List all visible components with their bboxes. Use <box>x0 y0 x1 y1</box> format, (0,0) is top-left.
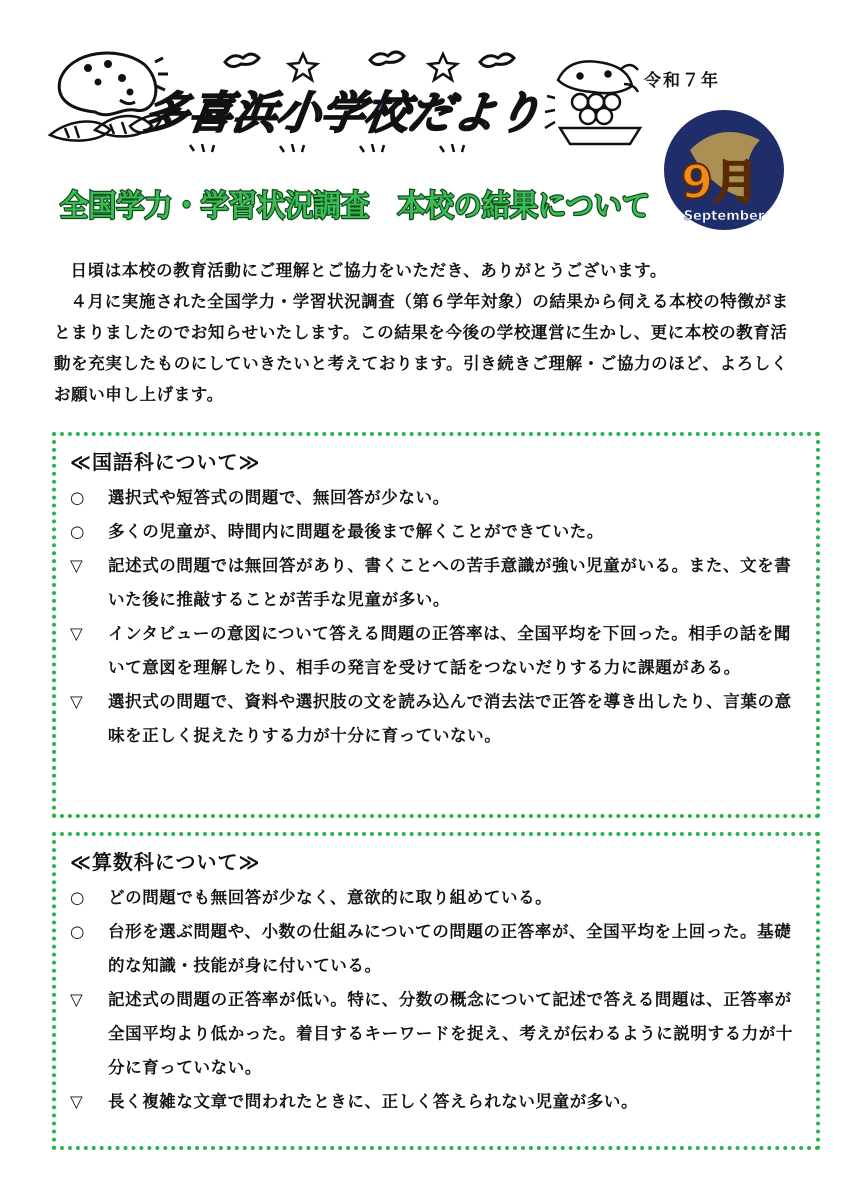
intro-paragraphs <box>54 255 799 410</box>
cloud-icon <box>225 52 514 67</box>
list-item <box>56 983 816 1085</box>
bullet-mark: ▽ <box>70 692 84 711</box>
month-english: September <box>683 209 765 224</box>
list-item <box>56 1085 816 1119</box>
bullet-mark: ○ <box>70 922 85 941</box>
masthead <box>0 0 849 235</box>
item-text: 記述式の問題の正答率が低い。特に、分数の概念について記述で答える問題は、正答率が全国平均より低かった。着目するキーワードを捉え、考えが伝わるように説明する力が十分に育っていない。 <box>108 990 793 1077</box>
section-japanese <box>52 432 820 818</box>
list-item <box>56 915 816 983</box>
item-text: 記述式の問題では無回答があり、書くことへの苦手意識が強い児童がいる。また、文を書いた後に推敲することが苦手な児童が多い。 <box>108 556 792 609</box>
item-text: 選択式や短答式の問題で、無回答が少ない。 <box>108 488 450 507</box>
bullet-mark: ○ <box>70 488 85 507</box>
headline-text: 全国学力・学習状況調査 本校の結果について <box>60 189 650 224</box>
list-item <box>56 881 816 915</box>
section-math <box>52 832 820 1150</box>
item-text: 多くの児童が、時間内に問題を最後まで解くことができていた。 <box>108 522 604 541</box>
item-text: 台形を選ぶ問題や、小数の仕組みについての問題の正答率が、全国平均を上回った。基礎的な知識・技能が身に付いている。 <box>108 922 792 975</box>
school-title-text: 多喜浜小学校だより <box>141 88 545 139</box>
bullet-mark: ○ <box>70 888 85 907</box>
headline <box>60 178 660 228</box>
item-text: インタビューの意図について答える問題の正答率は、全国平均を下回った。相手の話を聞いて意図を理解したり、相手の発言を受けて話をつないだりする力に課題がある。 <box>108 624 792 677</box>
item-text: どの問題でも無回答が少なく、意欲的に取り組めている。 <box>108 888 553 907</box>
month-badge <box>660 110 788 234</box>
list-item <box>56 549 816 617</box>
section-title: ≪算数科について≫ <box>70 850 261 874</box>
intro-line-1: 日頃は本校の教育活動にご理解とご協力をいただき、ありがとうございます。 <box>70 261 668 280</box>
rabbit-dango-icon <box>545 61 640 144</box>
list-item <box>56 617 816 685</box>
bullet-mark: ○ <box>70 522 85 541</box>
bullet-mark: ▽ <box>70 624 84 643</box>
list-item <box>56 481 816 515</box>
bullet-mark: ▽ <box>70 556 84 575</box>
item-text: 長く複雑な文章で問われたときに、正しく答えられない児童が多い。 <box>108 1092 639 1111</box>
section-title: ≪国語科について≫ <box>70 450 261 474</box>
school-title <box>141 76 545 146</box>
bullet-mark: ▽ <box>70 1092 84 1111</box>
bullet-mark: ▽ <box>70 990 84 1009</box>
month-number: 9月 <box>680 155 760 209</box>
list-item <box>56 515 816 549</box>
item-text: 選択式の問題で、資料や選択肢の文を読み込んで消去法で正答を導き出したり、言葉の意味を正しく捉えたりする力が十分に育っていない。 <box>108 692 792 745</box>
era-label: 令和７年 <box>644 71 720 91</box>
intro-line-2: ４月に実施された全国学力・学習状況調査（第６学年対象）の結果から伺える本校の特徴がまとまりましたのでお知らせいたします。この結果を今後の学校運営に生かし、更に本校の教育活動を充実したものにしていきたいと考えております。引き続きご理解・ご協力のほど、よろしくお願い申し上げます。 <box>54 292 789 404</box>
list-item <box>56 685 816 753</box>
